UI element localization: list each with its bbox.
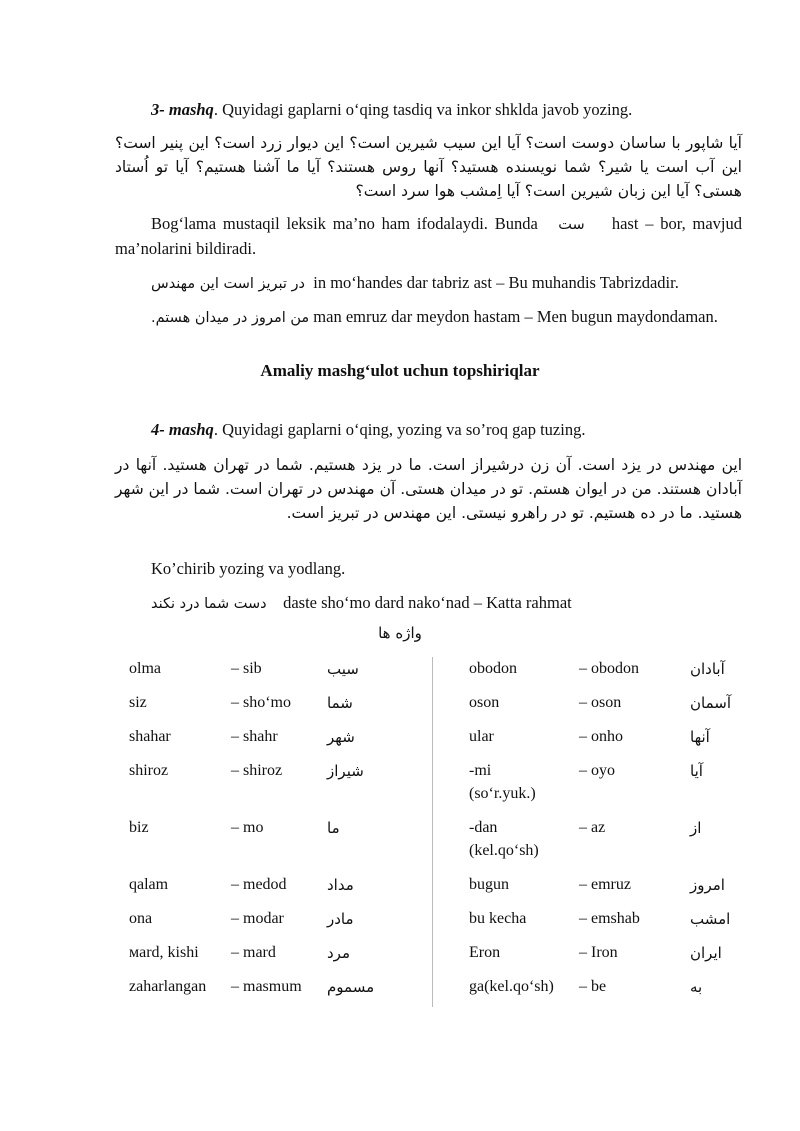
boglama-persian: ست (558, 217, 585, 233)
vocab-persian-word: به (690, 978, 703, 996)
vocab-persian-word: آسمان (690, 694, 731, 712)
exercise-3 (115, 98, 742, 122)
vocab-persian-word: مادر (327, 910, 354, 928)
vocab-uzbek-note: (kel.qo‘sh) (469, 842, 539, 859)
example-1 (115, 271, 742, 296)
vocab-title: واژه ها (378, 624, 422, 642)
exercise-3-instruction (115, 98, 742, 122)
phrase-persian: دست شما درد نکند (151, 596, 267, 612)
vocab-uzbek-word: ona (129, 910, 153, 927)
section-heading: Amaliy mashg‘ulot uchun topshiriqlar (260, 361, 540, 380)
vocab-persian-word: مسموم (327, 978, 375, 996)
vocab-uzbek-word: -dan (469, 819, 498, 836)
vocab-transliteration: – oyo (579, 762, 615, 779)
boglama-text-pre: Bog‘lama mustaqil leksik ma’no ham ifodalaydi. Bunda (151, 214, 538, 233)
copy-instruction-text: Ko’chirib yozing va yodlang. (151, 559, 346, 578)
vocab-transliteration: – mo (231, 819, 264, 836)
vocab-uzbek-word: olma (129, 660, 161, 677)
exercise-4-persian-text: این مهندس در یزد است. آن زن درشیراز است. ما در یزد هستیم. شما در تهران هستید. آنها در آبادان هستند. من در ایوان هستم. تو در میدان هستی. آن مهندس در تهران است. شما در این شهر هستید. ما در ده هستیم. تو در راهرو نیستی. این مهندس در تبریز است. (115, 456, 742, 522)
exercise-3-persian-block (115, 131, 742, 203)
vocab-persian-word: از (690, 819, 702, 837)
vocab-persian-word: شیراز (327, 762, 364, 780)
vocab-transliteration: – emruz (579, 876, 631, 893)
vocab-uzbek-word: oson (469, 694, 500, 711)
vocab-transliteration: – medod (231, 876, 287, 893)
vocab-uzbek-word: qalam (129, 876, 169, 893)
vocab-persian-word: آنها (690, 728, 710, 746)
vocab-persian-word: مرد (327, 944, 350, 962)
vocab-transliteration: – shiroz (231, 762, 283, 779)
phrase-line (115, 591, 742, 616)
vocab-transliteration: – shahr (231, 728, 278, 745)
exercise-4-label: 4- mashq (151, 420, 214, 439)
example-1-persian: در تبریز است این مهندس (151, 276, 305, 292)
vocab-transliteration: – be (579, 978, 607, 995)
exercise-3-persian-text: آیا شاپور با ساسان دوست است؟ آیا این سیب شیرین است؟ این دیوار زرد است؟ این پنیر است؟ این آب است یا شیر؟ شما نویسنده هستید؟ آنها روس هستند؟ آیا ما آشنا هستیم؟ آیا تو اُستاد هستی؟ آیا این زبان شیرین است؟ آیا اِمشب هوا سرد است؟ (115, 134, 742, 200)
vocab-transliteration: – sib (231, 660, 262, 677)
vocab-uzbek-word: shahar (129, 728, 171, 745)
vocab-uzbek-note: (so‘r.yuk.) (469, 785, 536, 802)
vocab-divider (432, 657, 433, 1007)
vocab-persian-word: شما (327, 694, 353, 712)
vocab-uzbek-word: siz (129, 694, 147, 711)
vocab-persian-word: شهر (327, 728, 355, 746)
vocab-uzbek-word: Eron (469, 944, 501, 961)
copy-instruction (115, 557, 742, 581)
vocab-uzbek-word: obodon (469, 660, 517, 677)
vocab-uzbek-word: biz (129, 819, 149, 836)
example-2 (115, 305, 742, 330)
vocab-transliteration: – sho‘mo (231, 694, 291, 711)
vocab-persian-word: امشب (690, 910, 731, 928)
example-2-persian: من امروز در میدان هستم. (151, 310, 310, 326)
boglama-paragraph (115, 212, 742, 261)
exercise-4-persian-block (115, 453, 742, 525)
example-1-text: in mo‘handes dar tabriz ast – Bu muhandis Tabrizdadir. (313, 273, 679, 292)
boglama-text-post: hast – bor, mavjud ma’nolarini bildiradi. (115, 214, 743, 258)
vocab-transliteration: – oson (579, 694, 622, 711)
vocab-transliteration: – Iron (579, 944, 618, 961)
vocab-persian-word: آبادان (690, 660, 725, 678)
vocab-persian-word: امروز (690, 876, 725, 894)
phrase-text: daste sho‘mo dard nako‘nad – Katta rahmat (283, 593, 572, 612)
vocab-uzbek-word: shiroz (129, 762, 169, 779)
vocab-transliteration: – onho (579, 728, 623, 745)
vocab-transliteration: – obodon (579, 660, 639, 677)
vocab-uzbek-word: ga(kel.qo‘sh) (469, 978, 554, 995)
vocab-transliteration: – masmum (231, 978, 302, 995)
vocab-persian-word: مداد (327, 876, 354, 894)
vocab-transliteration: – mard (231, 944, 276, 961)
vocab-persian-word: ایران (690, 944, 722, 962)
vocab-persian-word: سیب (327, 660, 359, 678)
exercise-4-instruction: . Quyidagi gaplarni o‘qing, yozing va so’roq gap tuzing. (213, 420, 586, 439)
example-2-text: man emruz dar meydon hastam – Men bugun maydondaman. (313, 307, 718, 326)
vocab-transliteration: – emshab (579, 910, 640, 927)
exercise-4 (115, 418, 742, 442)
exercise-3-label: 3- mashq (151, 100, 214, 119)
vocab-uzbek-word: ular (469, 728, 494, 745)
vocab-uzbek-word: bugun (469, 876, 509, 893)
exercise-3-instruction-text: . Quyidagi gaplarni o‘qing tasdiq va inkor shklda javob yozing. (213, 100, 633, 119)
vocab-uzbek-word: zaharlangan (129, 978, 207, 995)
vocab-transliteration: – az (579, 819, 606, 836)
vocab-persian-word: ما (327, 819, 340, 837)
vocab-uzbek-word: -mi (469, 762, 492, 779)
vocab-uzbek-word: мard, kishi (129, 944, 199, 961)
vocab-persian-word: آیا (690, 762, 703, 780)
vocab-uzbek-word: bu kecha (469, 910, 527, 927)
vocab-transliteration: – modar (231, 910, 284, 927)
